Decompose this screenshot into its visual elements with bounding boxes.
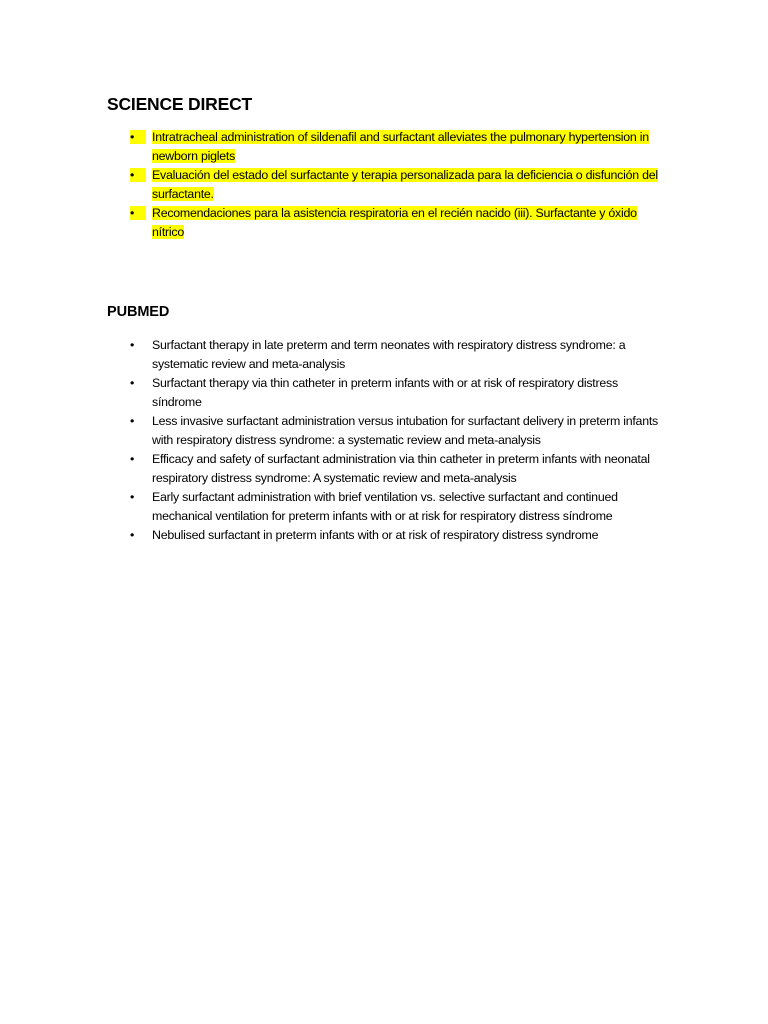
list-item xyxy=(130,128,670,166)
bullet-icon: • xyxy=(130,528,135,542)
pubmed-item-text: Nebulised surfactant in preterm infants with or at risk of respiratory distress syndrome xyxy=(152,528,599,542)
bullet-icon: • xyxy=(130,452,135,466)
list-item xyxy=(130,204,670,242)
bullet-icon: • xyxy=(130,376,135,390)
bullet-icon: • xyxy=(130,338,135,352)
bullet-icon: • xyxy=(130,414,135,428)
science-direct-item-text: Evaluación del estado del surfactante y terapia personalizada para la deficiencia o disfunción del surfactante. xyxy=(152,168,658,201)
list-item xyxy=(130,412,670,450)
pubmed-item-text: Surfactant therapy via thin catheter in preterm infants with or at risk of respiratory distress síndrome xyxy=(152,376,618,409)
list-item xyxy=(130,488,670,526)
pubmed-list xyxy=(130,336,670,545)
bullet-icon: • xyxy=(130,204,140,223)
list-item xyxy=(130,336,670,374)
list-item xyxy=(130,526,670,545)
pubmed-item-text: Efficacy and safety of surfactant administration via thin catheter in preterm infants with neonatal respiratory distress syndrome: A systematic review and meta-analysis xyxy=(152,452,650,485)
list-item xyxy=(130,166,670,204)
pubmed-item-text: Surfactant therapy in late preterm and term neonates with respiratory distress syndrome: a systematic review and meta-analysis xyxy=(152,338,626,371)
list-item xyxy=(130,374,670,412)
science-direct-item-text: Recomendaciones para la asistencia respiratoria en el recién nacido (iii). Surfactante y óxido nítrico xyxy=(152,206,637,239)
science-direct-heading: SCIENCE DIRECT xyxy=(107,94,252,114)
pubmed-heading: PUBMED xyxy=(107,304,170,320)
science-direct-list xyxy=(130,128,670,242)
science-direct-item-text: Intratracheal administration of sildenafil and surfactant alleviates the pulmonary hypertension in newborn piglets xyxy=(152,130,649,163)
bullet-icon: • xyxy=(130,166,140,185)
bullet-icon: • xyxy=(130,490,135,504)
list-item xyxy=(130,450,670,488)
pubmed-item-text: Less invasive surfactant administration versus intubation for surfactant delivery in preterm infants with respiratory distress syndrome: a systematic review and meta-analysis xyxy=(152,414,658,447)
pubmed-item-text: Early surfactant administration with brief ventilation vs. selective surfactant and continued mechanical ventilation for preterm infants with or at risk for respiratory distress síndrome xyxy=(152,490,618,523)
bullet-icon: • xyxy=(130,128,140,147)
